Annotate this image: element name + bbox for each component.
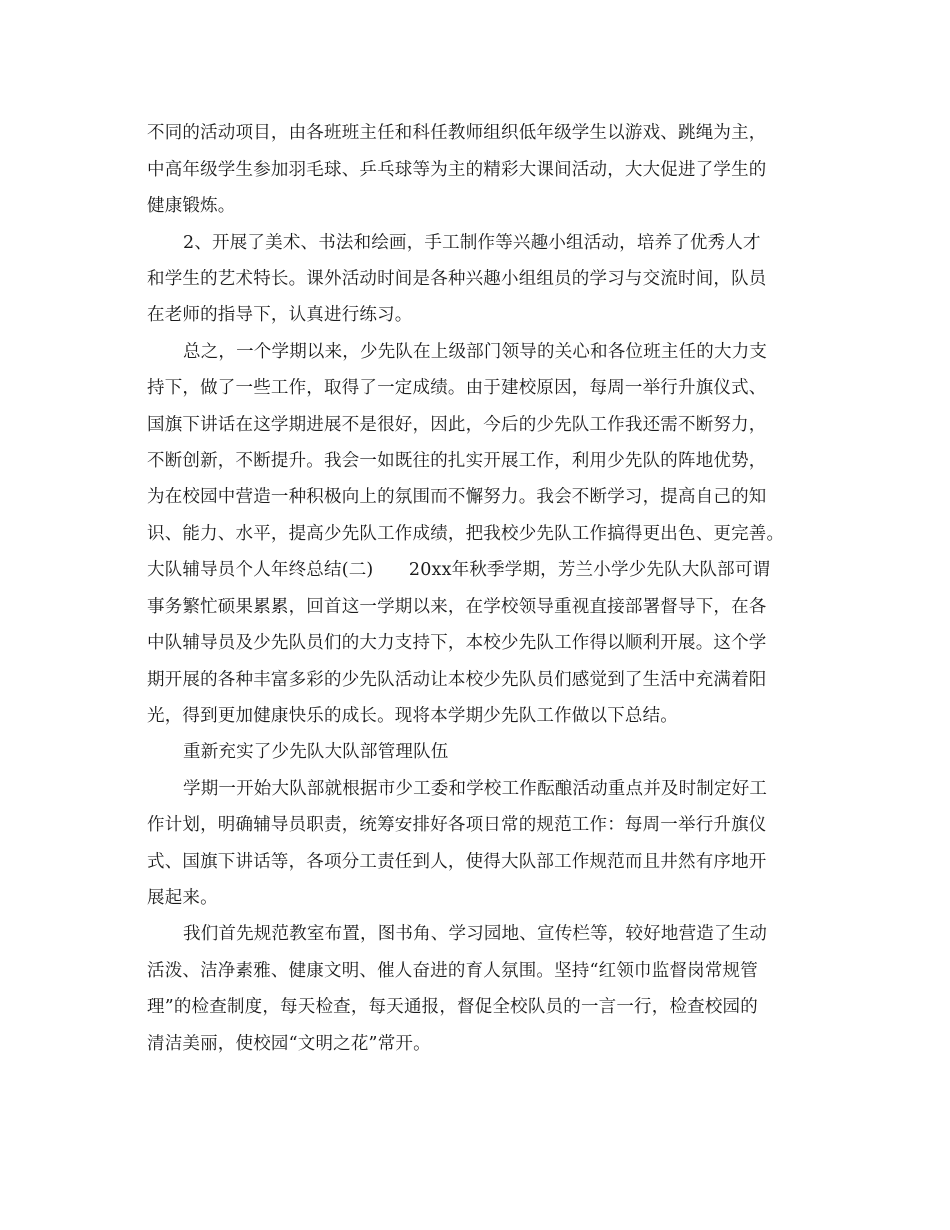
text-line: 期开展的各种丰富多彩的少先队活动让本校少先队员们感觉到了生活中充满着阳 [147,670,767,690]
text-line: 健康锻炼。 [147,196,236,216]
text-line: 为在校园中营造一种积极向上的氛围而不懈努力。我会不断学习，提高自己的知 [147,487,767,507]
text-line: 总之，一个学期以来，少先队在上级部门领导的关心和各位班主任的大力支 [183,342,768,362]
text-line: 展起来。 [147,888,218,908]
text-line: 事务繁忙硕果累累，回首这一学期以来，在学校领导重视直接部署督导下，在各 [147,597,767,617]
text-line: 中队辅导员及少先队员们的大力支持下，本校少先队工作得以顺利开展。这个学 [147,633,767,653]
text-line: 国旗下讲话在这学期进展不是很好，因此，今后的少先队工作我还需不断努力， [147,415,767,435]
text-line: 活泼、洁净素雅、健康文明、催人奋进的育人氛围。坚持“红领巾监督岗常规管 [147,961,758,981]
text-line: 理”的检查制度，每天检查，每天通报，督促全校队员的一言一行，检查校园的 [147,997,758,1017]
text-line: 和学生的艺术特长。课外活动时间是各种兴趣小组组员的学习与交流时间，队员 [147,269,767,289]
text-line: 识、能力、水平，提高少先队工作成绩，把我校少先队工作搞得更出色、更完善。 [147,524,785,544]
text-line: 大队辅导员个人年终总结(二) 20xx年秋季学期，芳兰小学少先队大队部可谓 [147,560,771,580]
text-line: 式、国旗下讲话等，各项分工责任到人，使得大队部工作规范而且井然有序地开 [147,852,767,872]
text-line: 中高年级学生参加羽毛球、乒乓球等为主的精彩大课间活动，大大促进了学生的 [147,160,767,180]
text-line: 我们首先规范教室布置，图书角、学习园地、宣传栏等，较好地营造了生动 [183,924,768,944]
text-line: 清洁美丽，使校园“文明之花”常开。 [147,1034,431,1054]
text-line: 在老师的指导下，认真进行练习。 [147,305,413,325]
section-heading: 重新充实了少先队大队部管理队伍 [183,742,449,762]
text-line: 作计划，明确辅导员职责，统筹安排好各项日常的规范工作：每周一举行升旗仪 [147,815,767,835]
text-line: 不断创新，不断提升。我会一如既往的扎实开展工作，利用少先队的阵地优势， [147,451,767,471]
text-line: 光，得到更加健康快乐的成长。现将本学期少先队工作做以下总结。 [147,706,678,726]
text-line: 学期一开始大队部就根据市少工委和学校工作酝酿活动重点并及时制定好工 [183,779,768,799]
text-line: 2、开展了美术、书法和绘画，手工制作等兴趣小组活动，培养了优秀人才 [183,233,761,253]
text-line: 不同的活动项目，由各班班主任和科任教师组织低年级学生以游戏、跳绳为主， [147,123,767,143]
text-line: 持下，做了一些工作，取得了一定成绩。由于建校原因，每周一举行升旗仪式、 [147,378,767,398]
